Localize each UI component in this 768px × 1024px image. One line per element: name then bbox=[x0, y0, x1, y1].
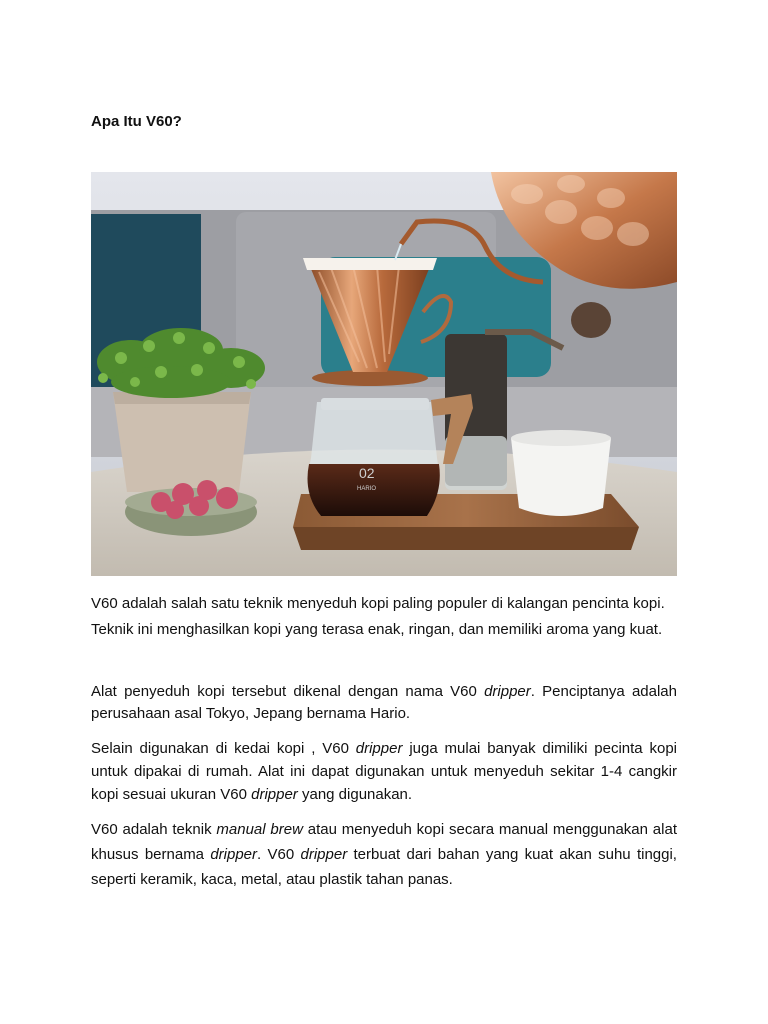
text-run: yang digunakan. bbox=[297, 786, 413, 803]
text-run: Alat penyeduh kopi tersebut dikenal dengan nama V60 bbox=[91, 683, 485, 700]
text-run: terbuat dari bahan yang kuat akan suhu tinggi, seperti keramik, kaca, metal, atau plastik tahan panas. bbox=[91, 846, 677, 888]
text-run: V60 adalah teknik bbox=[91, 821, 217, 838]
italic-term: dripper bbox=[210, 846, 258, 863]
paragraph-1 bbox=[91, 591, 677, 643]
italic-term: dripper bbox=[251, 786, 298, 803]
text-run: . V60 bbox=[257, 846, 301, 863]
document-heading: Apa Itu V60? bbox=[91, 113, 182, 130]
italic-term: dripper bbox=[484, 683, 531, 700]
italic-term: dripper bbox=[355, 740, 403, 757]
text-run: V60 adalah salah satu teknik menyeduh kopi paling populer di kalangan pencinta kopi. Teknik ini menghasilkan kopi yang terasa enak, ringan, dan memiliki aroma yang kuat. bbox=[91, 595, 665, 638]
text-run: atau menyeduh kopi secara manual menggunakan alat khusus bernama bbox=[91, 821, 677, 863]
server-brand: HARIO bbox=[357, 486, 377, 492]
v60-photo bbox=[91, 172, 677, 576]
italic-term: dripper bbox=[300, 846, 348, 863]
paragraph-3 bbox=[91, 737, 677, 806]
italic-term: manual brew bbox=[216, 821, 303, 838]
text-run: Selain digunakan di kedai kopi , V60 bbox=[91, 740, 356, 757]
server-number: 02 bbox=[359, 465, 375, 481]
text-run: juga mulai banyak dimiliki pecinta kopi untuk dipakai di rumah. Alat ini dapat digunakan untuk menyeduh sekitar 1-4 cangkir kopi sesuai ukuran V60 bbox=[91, 740, 678, 803]
text-run: . Penciptanya adalah perusahaan asal Tokyo, Jepang bernama Hario. bbox=[91, 683, 677, 722]
paragraph-4 bbox=[91, 817, 677, 892]
paragraph-2 bbox=[91, 681, 677, 725]
